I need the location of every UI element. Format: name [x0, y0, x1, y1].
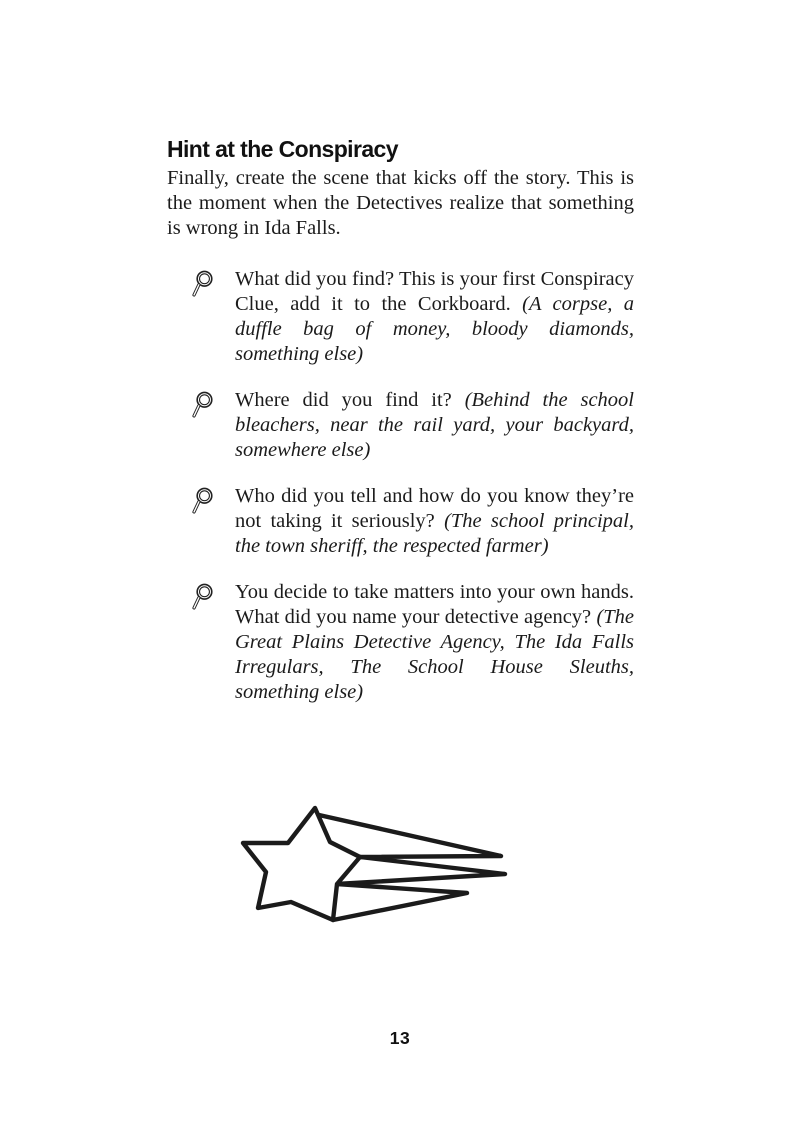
prompt-examples: (The Great Plains Detective Agency, The Ida Falls Irregulars, The School House Sleuths, something else) — [235, 606, 635, 703]
section-heading: Hint at the Conspiracy — [167, 136, 398, 162]
prompt-examples: (The school principal, the town sheriff, the respected farmer) — [235, 510, 635, 557]
checklist-item — [167, 267, 634, 367]
page-content — [167, 136, 634, 726]
checklist-item — [167, 580, 634, 705]
magnifier-icon — [189, 486, 216, 517]
magnifier-icon — [189, 269, 216, 300]
page-number: 13 — [389, 1028, 411, 1048]
checklist-item — [167, 388, 634, 463]
shooting-star-illustration — [233, 800, 517, 932]
checklist-item — [167, 484, 634, 559]
prompt-question: Where did you find it? — [235, 389, 452, 411]
prompt-checklist — [167, 267, 634, 705]
prompt-question: Who did you tell and how do you know they’re not taking it seriously? — [235, 485, 634, 532]
prompt-question: You decide to take matters into your own hands. What did you name your detective agency? — [235, 581, 634, 628]
prompt-examples: (A corpse, a duffle bag of money, bloody diamonds, something else) — [235, 293, 635, 365]
prompt-examples: (Behind the school bleachers, near the rail yard, your backyard, somewhere else) — [235, 389, 634, 461]
magnifier-icon — [189, 390, 216, 421]
magnifier-icon — [189, 582, 216, 613]
intro-paragraph: Finally, create the scene that kicks off the story. This is the moment when the Detectives realize that something is wrong in Ida Falls. — [167, 167, 634, 239]
prompt-question: What did you find? This is your first Conspiracy Clue, add it to the Corkboard. — [235, 268, 634, 315]
